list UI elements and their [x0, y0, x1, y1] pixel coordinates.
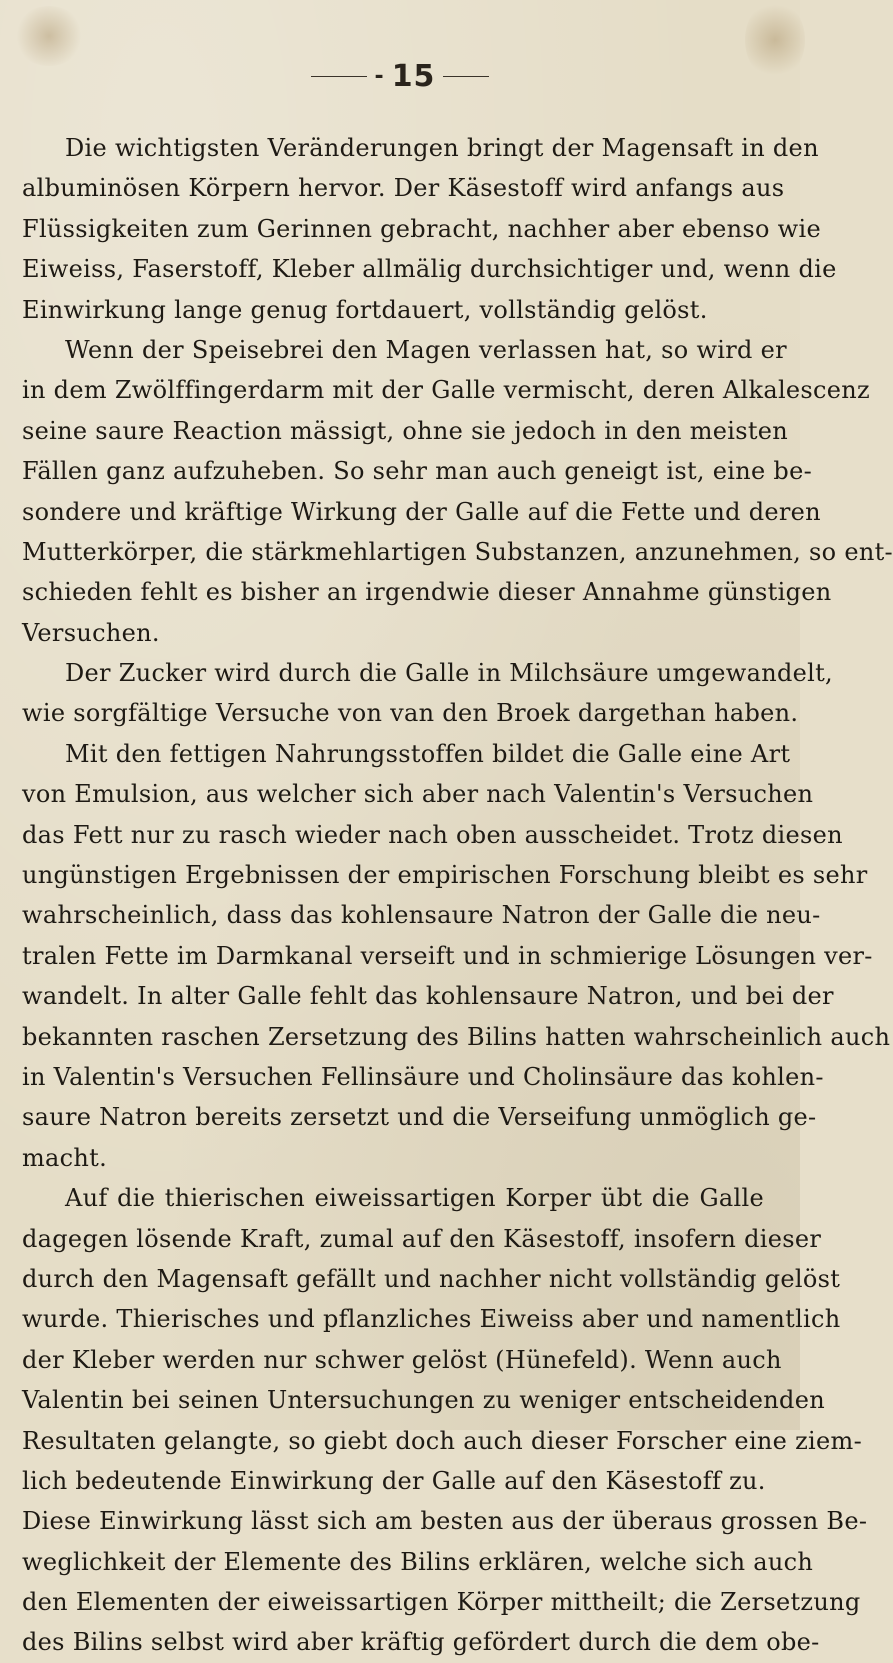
- text-line: Wenn der Speisebrei den Magen verlassen hat, so wird er: [65, 335, 787, 364]
- text-line: Eiweiss, Faserstoff, Kleber allmälig durchsichtiger und, wenn die: [22, 255, 837, 284]
- text-line: dagegen lösende Kraft, zumal auf den Käsestoff, insofern dieser: [22, 1224, 822, 1253]
- text-line: des Bilins selbst wird aber kräftig gefördert durch die dem obe-: [22, 1628, 820, 1657]
- text-line: bekannten raschen Zersetzung des Bilins hatten wahrscheinlich auch: [22, 1022, 891, 1051]
- text-line: schieden fehlt es bisher an irgendwie dieser Annahme günstigen: [22, 578, 832, 607]
- text-line: den Elementen der eiweissartigen Körper mittheilt; die Zersetzung: [22, 1588, 861, 1617]
- text-line: in Valentin's Versuchen Fellinsäure und Cholinsäure das kohlen-: [22, 1062, 824, 1091]
- text-line: Resultaten gelangte, so giebt doch auch dieser Forscher eine ziem-: [22, 1426, 862, 1455]
- text-line: lich bedeutende Einwirkung der Galle auf den Käsestoff zu.: [22, 1466, 766, 1495]
- text-line: albuminösen Körpern hervor. Der Käsestoff wird anfangs aus: [22, 174, 785, 203]
- text-line: Die wichtigsten Veränderungen bringt der Magensaft in den: [65, 134, 819, 162]
- body-text: [22, 128, 893, 1663]
- text-line: Mutterkörper, die stärkmehlartigen Substanzen, anzunehmen, so ent-: [22, 537, 893, 566]
- text-line: saure Natron bereits zersetzt und die Verseifung unmöglich ge-: [22, 1103, 817, 1132]
- header-rule-right: [443, 76, 489, 77]
- text-line: Einwirkung lange genug fortdauert, vollständig gelöst.: [22, 295, 708, 324]
- text-line: Diese Einwirkung lässt sich am besten aus der überaus grossen Be-: [22, 1507, 868, 1536]
- text-line: sondere und kräftige Wirkung der Galle auf die Fette und deren: [22, 497, 821, 526]
- text-line: weglichkeit der Elemente des Bilins erklären, welche sich auch: [22, 1547, 814, 1576]
- text-line: in dem Zwölffingerdarm mit der Galle vermischt, deren Alkalescenz: [22, 376, 870, 405]
- text-line: wandelt. In alter Galle fehlt das kohlensaure Natron, und bei der: [22, 982, 834, 1011]
- text-line: seine saure Reaction mässigt, ohne sie jedoch in den meisten: [22, 416, 789, 445]
- page-number: 15: [391, 58, 436, 94]
- text-line: Versuchen.: [22, 618, 160, 647]
- text-line: Fällen ganz aufzuheben. So sehr man auch geneigt ist, eine be-: [22, 457, 812, 486]
- text-line: wurde. Thierisches und pflanzliches Eiweiss aber und namentlich: [22, 1305, 841, 1334]
- text-line: das Fett nur zu rasch wieder nach oben ausscheidet. Trotz diesen: [22, 820, 843, 849]
- text-line: ungünstigen Ergebnissen der empirischen Forschung bleibt es sehr: [22, 861, 868, 890]
- text-line: Valentin bei seinen Untersuchungen zu weniger entscheidenden: [22, 1386, 825, 1415]
- text-line: Auf die thierischen eiweissartigen Korper übt die Galle: [65, 1184, 764, 1213]
- text-line: macht.: [22, 1143, 108, 1172]
- text-line: wie sorgfältige Versuche von van den Broek dargethan haben.: [22, 699, 799, 728]
- text-line: von Emulsion, aus welcher sich aber nach Valentin's Versuchen: [22, 780, 814, 809]
- text-line: wahrscheinlich, dass das kohlensaure Natron der Galle die neu-: [22, 901, 821, 930]
- text-line: Mit den fettigen Nahrungsstoffen bildet die Galle eine Art: [65, 739, 791, 768]
- page-header: [0, 56, 800, 96]
- header-rule-left: [311, 76, 367, 77]
- text-line: Flüssigkeiten zum Gerinnen gebracht, nachher aber ebenso wie: [22, 214, 821, 243]
- text-line: tralen Fette im Darmkanal verseift und in schmierige Lösungen ver-: [22, 941, 873, 970]
- text-line: der Kleber werden nur schwer gelöst (Hünefeld). Wenn auch: [22, 1345, 782, 1374]
- page-number-separator: -: [374, 63, 384, 89]
- text-line: durch den Magensaft gefällt und nachher nicht vollständig gelöst: [22, 1264, 841, 1293]
- text-line: Der Zucker wird durch die Galle in Milchsäure umgewandelt,: [65, 659, 833, 688]
